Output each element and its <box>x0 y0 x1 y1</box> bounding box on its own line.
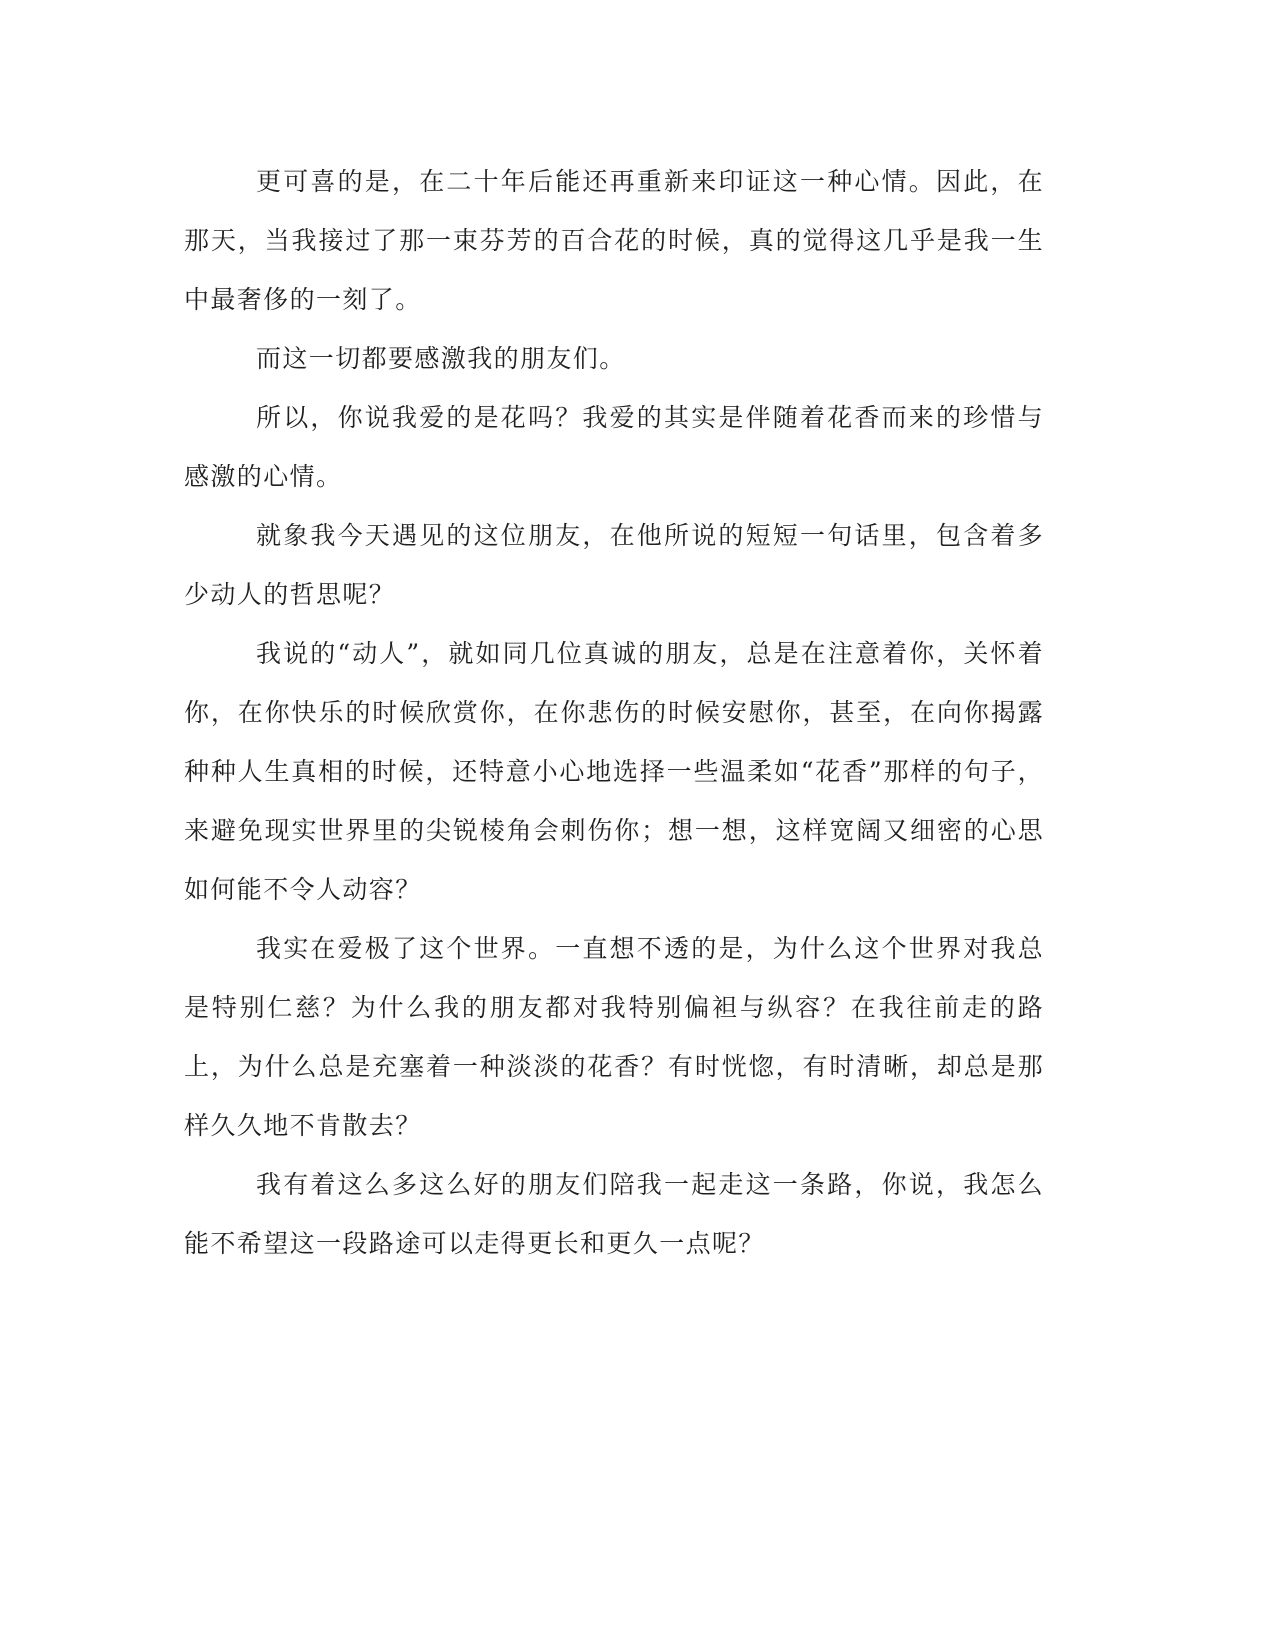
document-body <box>184 152 1044 1273</box>
paragraph: 我有着这么多这么好的朋友们陪我一起走这一条路，你说，我怎么能不希望这一段路途可以走得更长和更久一点呢？ <box>184 1170 1044 1258</box>
paragraph: 就象我今天遇见的这位朋友，在他所说的短短一句话里，包含着多少动人的哲思呢？ <box>184 521 1044 609</box>
paragraph: 我实在爱极了这个世界。一直想不透的是，为什么这个世界对我总是特别仁慈？为什么我的朋友都对我特别偏袒与纵容？在我往前走的路上，为什么总是充塞着一种淡淡的花香？有时恍惚，有时清晰，却总是那样久久地不肯散去？ <box>184 934 1044 1140</box>
paragraph: 我说的“动人”，就如同几位真诚的朋友，总是在注意着你，关怀着你，在你快乐的时候欣赏你，在你悲伤的时候安慰你，甚至，在向你揭露种种人生真相的时候，还特意小心地选择一些温柔如“花香”那样的句子，来避免现实世界里的尖锐棱角会刺伤你；想一想，这样宽阔又细密的心思如何能不令人动容？ <box>184 639 1044 904</box>
paragraph: 所以，你说我爱的是花吗？我爱的其实是伴随着花香而来的珍惜与感激的心情。 <box>184 403 1044 491</box>
paragraph: 更可喜的是，在二十年后能还再重新来印证这一种心情。因此，在那天，当我接过了那一束芬芳的百合花的时候，真的觉得这几乎是我一生中最奢侈的一刻了。 <box>184 167 1044 314</box>
paragraph: 而这一切都要感激我的朋友们。 <box>256 344 626 373</box>
